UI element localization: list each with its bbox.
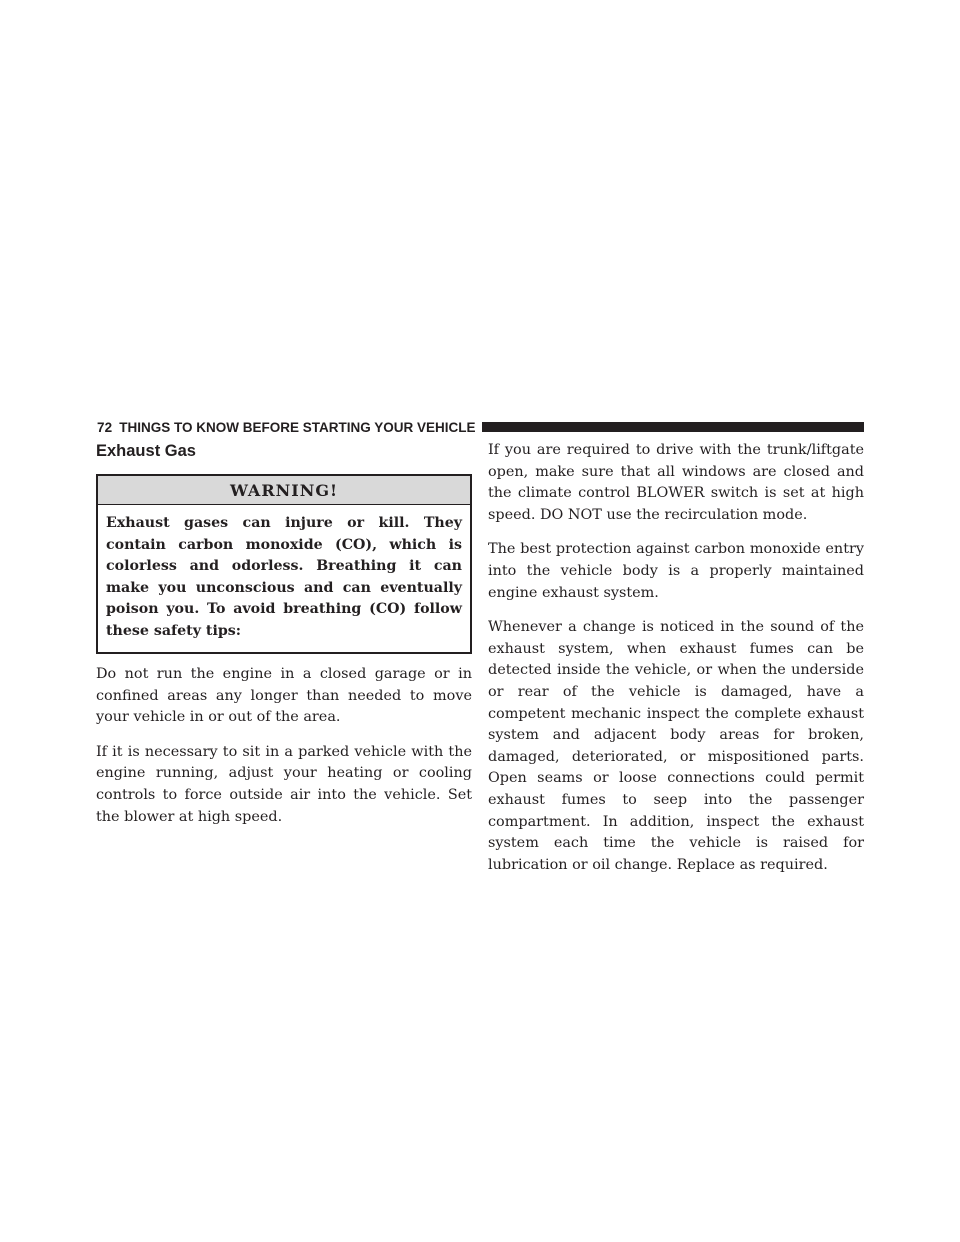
- section-heading: Exhaust Gas: [96, 442, 196, 460]
- body-paragraph: If it is necessary to sit in a parked vehicle with the engine running, adjust your heating or cooling controls to force outside air into the vehicle. Set the blower at high speed.: [96, 743, 472, 825]
- body-paragraph: The best protection against carbon monoxide entry into the vehicle body is a properly maintained engine exhaust system.: [488, 541, 864, 601]
- right-column: [488, 440, 864, 889]
- page-header: [97, 418, 864, 436]
- warning-box: [96, 474, 472, 654]
- body-paragraph: Do not run the engine in a closed garage or in confined areas any longer than needed to move your vehicle in or out of the area.: [96, 666, 472, 726]
- warning-body: Exhaust gases can injure or kill. They contain carbon monoxide (CO), which is colorless and odorless. Breathing it can make you unconscious and can eventually poison you. To avoid breathing (CO) follow these safety tips:: [106, 515, 462, 639]
- header-rule: [482, 422, 865, 432]
- chapter-title: THINGS TO KNOW BEFORE STARTING YOUR VEHICLE: [119, 419, 476, 435]
- body-paragraph: Whenever a change is noticed in the sound of the exhaust system, when exhaust fumes can be detected inside the vehicle, or when the underside or rear of the vehicle is damaged, have a competent mechanic inspect the complete exhaust system and adjacent body areas for broken, damaged, deteriorated, or mispositioned parts. Open seams or loose connections could permit exhaust fumes to seep into the passenger compartment. In addition, inspect the exhaust system each time the vehicle is raised for lubrication or oil change. Replace as required.: [488, 619, 864, 873]
- warning-title: WARNING!: [98, 476, 470, 505]
- page-number: 72: [97, 419, 113, 435]
- left-column: [96, 440, 472, 841]
- body-paragraph: If you are required to drive with the trunk/liftgate open, make sure that all windows are closed and the climate control BLOWER switch is set at high speed. DO NOT use the recirculation mode.: [488, 442, 864, 523]
